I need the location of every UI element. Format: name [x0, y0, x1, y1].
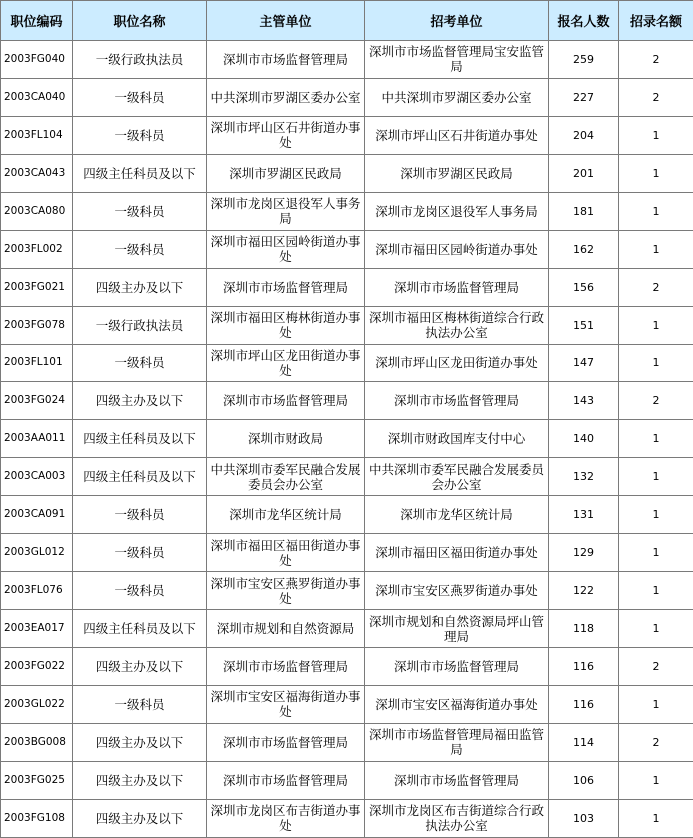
table-row — [1, 306, 693, 344]
cell-applicant-count: 143 — [549, 382, 619, 420]
cell-hiring-unit: 中共深圳市罗湖区委办公室 — [365, 78, 549, 116]
cell-position-code: 2003FL104 — [1, 116, 73, 154]
table-row — [1, 420, 693, 458]
table-row — [1, 496, 693, 534]
table-row — [1, 344, 693, 382]
cell-hiring-unit: 深圳市坪山区石井街道办事处 — [365, 116, 549, 154]
cell-position-name: 一级科员 — [73, 534, 207, 572]
header-quota: 招录名额 — [619, 1, 693, 41]
cell-position-code: 2003FG078 — [1, 306, 73, 344]
cell-position-name: 四级主办及以下 — [73, 723, 207, 761]
cell-position-code: 2003FL076 — [1, 572, 73, 610]
cell-quota: 2 — [619, 648, 693, 686]
cell-position-code: 2003CA091 — [1, 496, 73, 534]
table-row — [1, 154, 693, 192]
cell-applicant-count: 129 — [549, 534, 619, 572]
cell-hiring-unit: 深圳市坪山区龙田街道办事处 — [365, 344, 549, 382]
cell-position-name: 一级科员 — [73, 685, 207, 723]
table-row — [1, 230, 693, 268]
cell-applicant-count: 140 — [549, 420, 619, 458]
cell-supervising-unit: 深圳市龙岗区退役军人事务局 — [207, 192, 365, 230]
cell-hiring-unit: 深圳市市场监督管理局 — [365, 648, 549, 686]
cell-position-name: 一级科员 — [73, 78, 207, 116]
cell-position-code: 2003FG040 — [1, 41, 73, 79]
table-row — [1, 458, 693, 496]
cell-hiring-unit: 深圳市市场监督管理局 — [365, 382, 549, 420]
table-row — [1, 382, 693, 420]
cell-position-code: 2003GL012 — [1, 534, 73, 572]
cell-applicant-count: 204 — [549, 116, 619, 154]
cell-position-name: 四级主任科员及以下 — [73, 458, 207, 496]
cell-quota: 2 — [619, 723, 693, 761]
cell-hiring-unit: 深圳市市场监督管理局 — [365, 268, 549, 306]
cell-position-code: 2003FL002 — [1, 230, 73, 268]
cell-applicant-count: 132 — [549, 458, 619, 496]
cell-position-name: 四级主办及以下 — [73, 799, 207, 837]
cell-applicant-count: 181 — [549, 192, 619, 230]
cell-supervising-unit: 深圳市坪山区龙田街道办事处 — [207, 344, 365, 382]
cell-applicant-count: 151 — [549, 306, 619, 344]
cell-applicant-count: 118 — [549, 610, 619, 648]
cell-supervising-unit: 深圳市福田区园岭街道办事处 — [207, 230, 365, 268]
cell-hiring-unit: 深圳市福田区园岭街道办事处 — [365, 230, 549, 268]
table-row — [1, 572, 693, 610]
cell-quota: 1 — [619, 116, 693, 154]
cell-quota: 1 — [619, 685, 693, 723]
cell-position-name: 一级行政执法员 — [73, 306, 207, 344]
table-row — [1, 116, 693, 154]
table-row — [1, 534, 693, 572]
cell-quota: 1 — [619, 306, 693, 344]
cell-applicant-count: 103 — [549, 799, 619, 837]
header-hiring-unit: 招考单位 — [365, 1, 549, 41]
cell-position-name: 四级主办及以下 — [73, 648, 207, 686]
cell-quota: 2 — [619, 268, 693, 306]
cell-hiring-unit: 深圳市罗湖区民政局 — [365, 154, 549, 192]
table-row — [1, 761, 693, 799]
table-row — [1, 268, 693, 306]
cell-position-code: 2003CA003 — [1, 458, 73, 496]
cell-supervising-unit: 深圳市财政局 — [207, 420, 365, 458]
cell-hiring-unit: 深圳市市场监督管理局宝安监管局 — [365, 41, 549, 79]
cell-position-code: 2003CA040 — [1, 78, 73, 116]
cell-supervising-unit: 深圳市罗湖区民政局 — [207, 154, 365, 192]
cell-supervising-unit: 深圳市市场监督管理局 — [207, 41, 365, 79]
cell-hiring-unit: 深圳市市场监督管理局 — [365, 761, 549, 799]
cell-quota: 1 — [619, 420, 693, 458]
cell-supervising-unit: 中共深圳市委军民融合发展委员会办公室 — [207, 458, 365, 496]
table-row — [1, 610, 693, 648]
header-applicant-count: 报名人数 — [549, 1, 619, 41]
cell-hiring-unit: 深圳市龙岗区退役军人事务局 — [365, 192, 549, 230]
cell-quota: 1 — [619, 344, 693, 382]
cell-quota: 1 — [619, 192, 693, 230]
cell-supervising-unit: 中共深圳市罗湖区委办公室 — [207, 78, 365, 116]
cell-hiring-unit: 深圳市龙华区统计局 — [365, 496, 549, 534]
cell-applicant-count: 201 — [549, 154, 619, 192]
cell-position-code: 2003FL101 — [1, 344, 73, 382]
header-position-code: 职位编码 — [1, 1, 73, 41]
cell-position-code: 2003CA043 — [1, 154, 73, 192]
cell-position-name: 一级科员 — [73, 496, 207, 534]
cell-applicant-count: 116 — [549, 685, 619, 723]
cell-quota: 1 — [619, 610, 693, 648]
cell-supervising-unit: 深圳市福田区梅林街道办事处 — [207, 306, 365, 344]
table-row — [1, 685, 693, 723]
cell-quota: 1 — [619, 154, 693, 192]
cell-position-name: 四级主任科员及以下 — [73, 610, 207, 648]
cell-position-code: 2003FG025 — [1, 761, 73, 799]
cell-supervising-unit: 深圳市宝安区燕罗街道办事处 — [207, 572, 365, 610]
cell-hiring-unit: 深圳市福田区福田街道办事处 — [365, 534, 549, 572]
cell-position-code: 2003BG008 — [1, 723, 73, 761]
cell-supervising-unit: 深圳市宝安区福海街道办事处 — [207, 685, 365, 723]
cell-hiring-unit: 深圳市龙岗区布吉街道综合行政执法办公室 — [365, 799, 549, 837]
header-position-name: 职位名称 — [73, 1, 207, 41]
cell-position-code: 2003FG022 — [1, 648, 73, 686]
cell-applicant-count: 122 — [549, 572, 619, 610]
cell-position-code: 2003AA011 — [1, 420, 73, 458]
cell-quota: 1 — [619, 496, 693, 534]
cell-supervising-unit: 深圳市龙华区统计局 — [207, 496, 365, 534]
cell-quota: 1 — [619, 534, 693, 572]
cell-position-code: 2003FG024 — [1, 382, 73, 420]
cell-applicant-count: 162 — [549, 230, 619, 268]
cell-quota: 1 — [619, 761, 693, 799]
cell-hiring-unit: 深圳市福田区梅林街道综合行政执法办公室 — [365, 306, 549, 344]
cell-position-name: 四级主办及以下 — [73, 382, 207, 420]
cell-applicant-count: 156 — [549, 268, 619, 306]
cell-supervising-unit: 深圳市规划和自然资源局 — [207, 610, 365, 648]
cell-position-code: 2003CA080 — [1, 192, 73, 230]
cell-applicant-count: 114 — [549, 723, 619, 761]
cell-applicant-count: 147 — [549, 344, 619, 382]
cell-applicant-count: 106 — [549, 761, 619, 799]
cell-hiring-unit: 深圳市宝安区燕罗街道办事处 — [365, 572, 549, 610]
cell-position-name: 四级主任科员及以下 — [73, 154, 207, 192]
cell-position-name: 一级科员 — [73, 116, 207, 154]
cell-position-name: 一级科员 — [73, 192, 207, 230]
cell-supervising-unit: 深圳市市场监督管理局 — [207, 648, 365, 686]
cell-hiring-unit: 深圳市规划和自然资源局坪山管理局 — [365, 610, 549, 648]
cell-supervising-unit: 深圳市市场监督管理局 — [207, 382, 365, 420]
table-body — [1, 41, 693, 838]
table-row — [1, 799, 693, 837]
cell-applicant-count: 227 — [549, 78, 619, 116]
cell-position-name: 四级主办及以下 — [73, 761, 207, 799]
table-row — [1, 78, 693, 116]
cell-position-code: 2003EA017 — [1, 610, 73, 648]
cell-position-code: 2003FG021 — [1, 268, 73, 306]
cell-position-code: 2003GL022 — [1, 685, 73, 723]
cell-position-name: 四级主任科员及以下 — [73, 420, 207, 458]
table-row — [1, 41, 693, 79]
cell-position-name: 一级科员 — [73, 572, 207, 610]
cell-quota: 1 — [619, 458, 693, 496]
cell-quota: 2 — [619, 41, 693, 79]
cell-position-name: 一级科员 — [73, 344, 207, 382]
cell-supervising-unit: 深圳市福田区福田街道办事处 — [207, 534, 365, 572]
cell-applicant-count: 116 — [549, 648, 619, 686]
cell-supervising-unit: 深圳市市场监督管理局 — [207, 761, 365, 799]
cell-quota: 1 — [619, 799, 693, 837]
cell-position-code: 2003FG108 — [1, 799, 73, 837]
cell-supervising-unit: 深圳市市场监督管理局 — [207, 723, 365, 761]
table-row — [1, 723, 693, 761]
cell-quota: 2 — [619, 78, 693, 116]
header-row — [1, 1, 693, 41]
table-row — [1, 648, 693, 686]
cell-position-name: 一级行政执法员 — [73, 41, 207, 79]
cell-supervising-unit: 深圳市坪山区石井街道办事处 — [207, 116, 365, 154]
cell-position-name: 一级科员 — [73, 230, 207, 268]
cell-quota: 1 — [619, 572, 693, 610]
cell-hiring-unit: 深圳市宝安区福海街道办事处 — [365, 685, 549, 723]
table-row — [1, 192, 693, 230]
cell-hiring-unit: 深圳市市场监督管理局福田监管局 — [365, 723, 549, 761]
cell-supervising-unit: 深圳市市场监督管理局 — [207, 268, 365, 306]
cell-hiring-unit: 中共深圳市委军民融合发展委员会办公室 — [365, 458, 549, 496]
cell-quota: 2 — [619, 382, 693, 420]
cell-position-name: 四级主办及以下 — [73, 268, 207, 306]
header-supervising-unit: 主管单位 — [207, 1, 365, 41]
cell-applicant-count: 259 — [549, 41, 619, 79]
cell-quota: 1 — [619, 230, 693, 268]
cell-hiring-unit: 深圳市财政国库支付中心 — [365, 420, 549, 458]
cell-applicant-count: 131 — [549, 496, 619, 534]
cell-supervising-unit: 深圳市龙岗区布吉街道办事处 — [207, 799, 365, 837]
